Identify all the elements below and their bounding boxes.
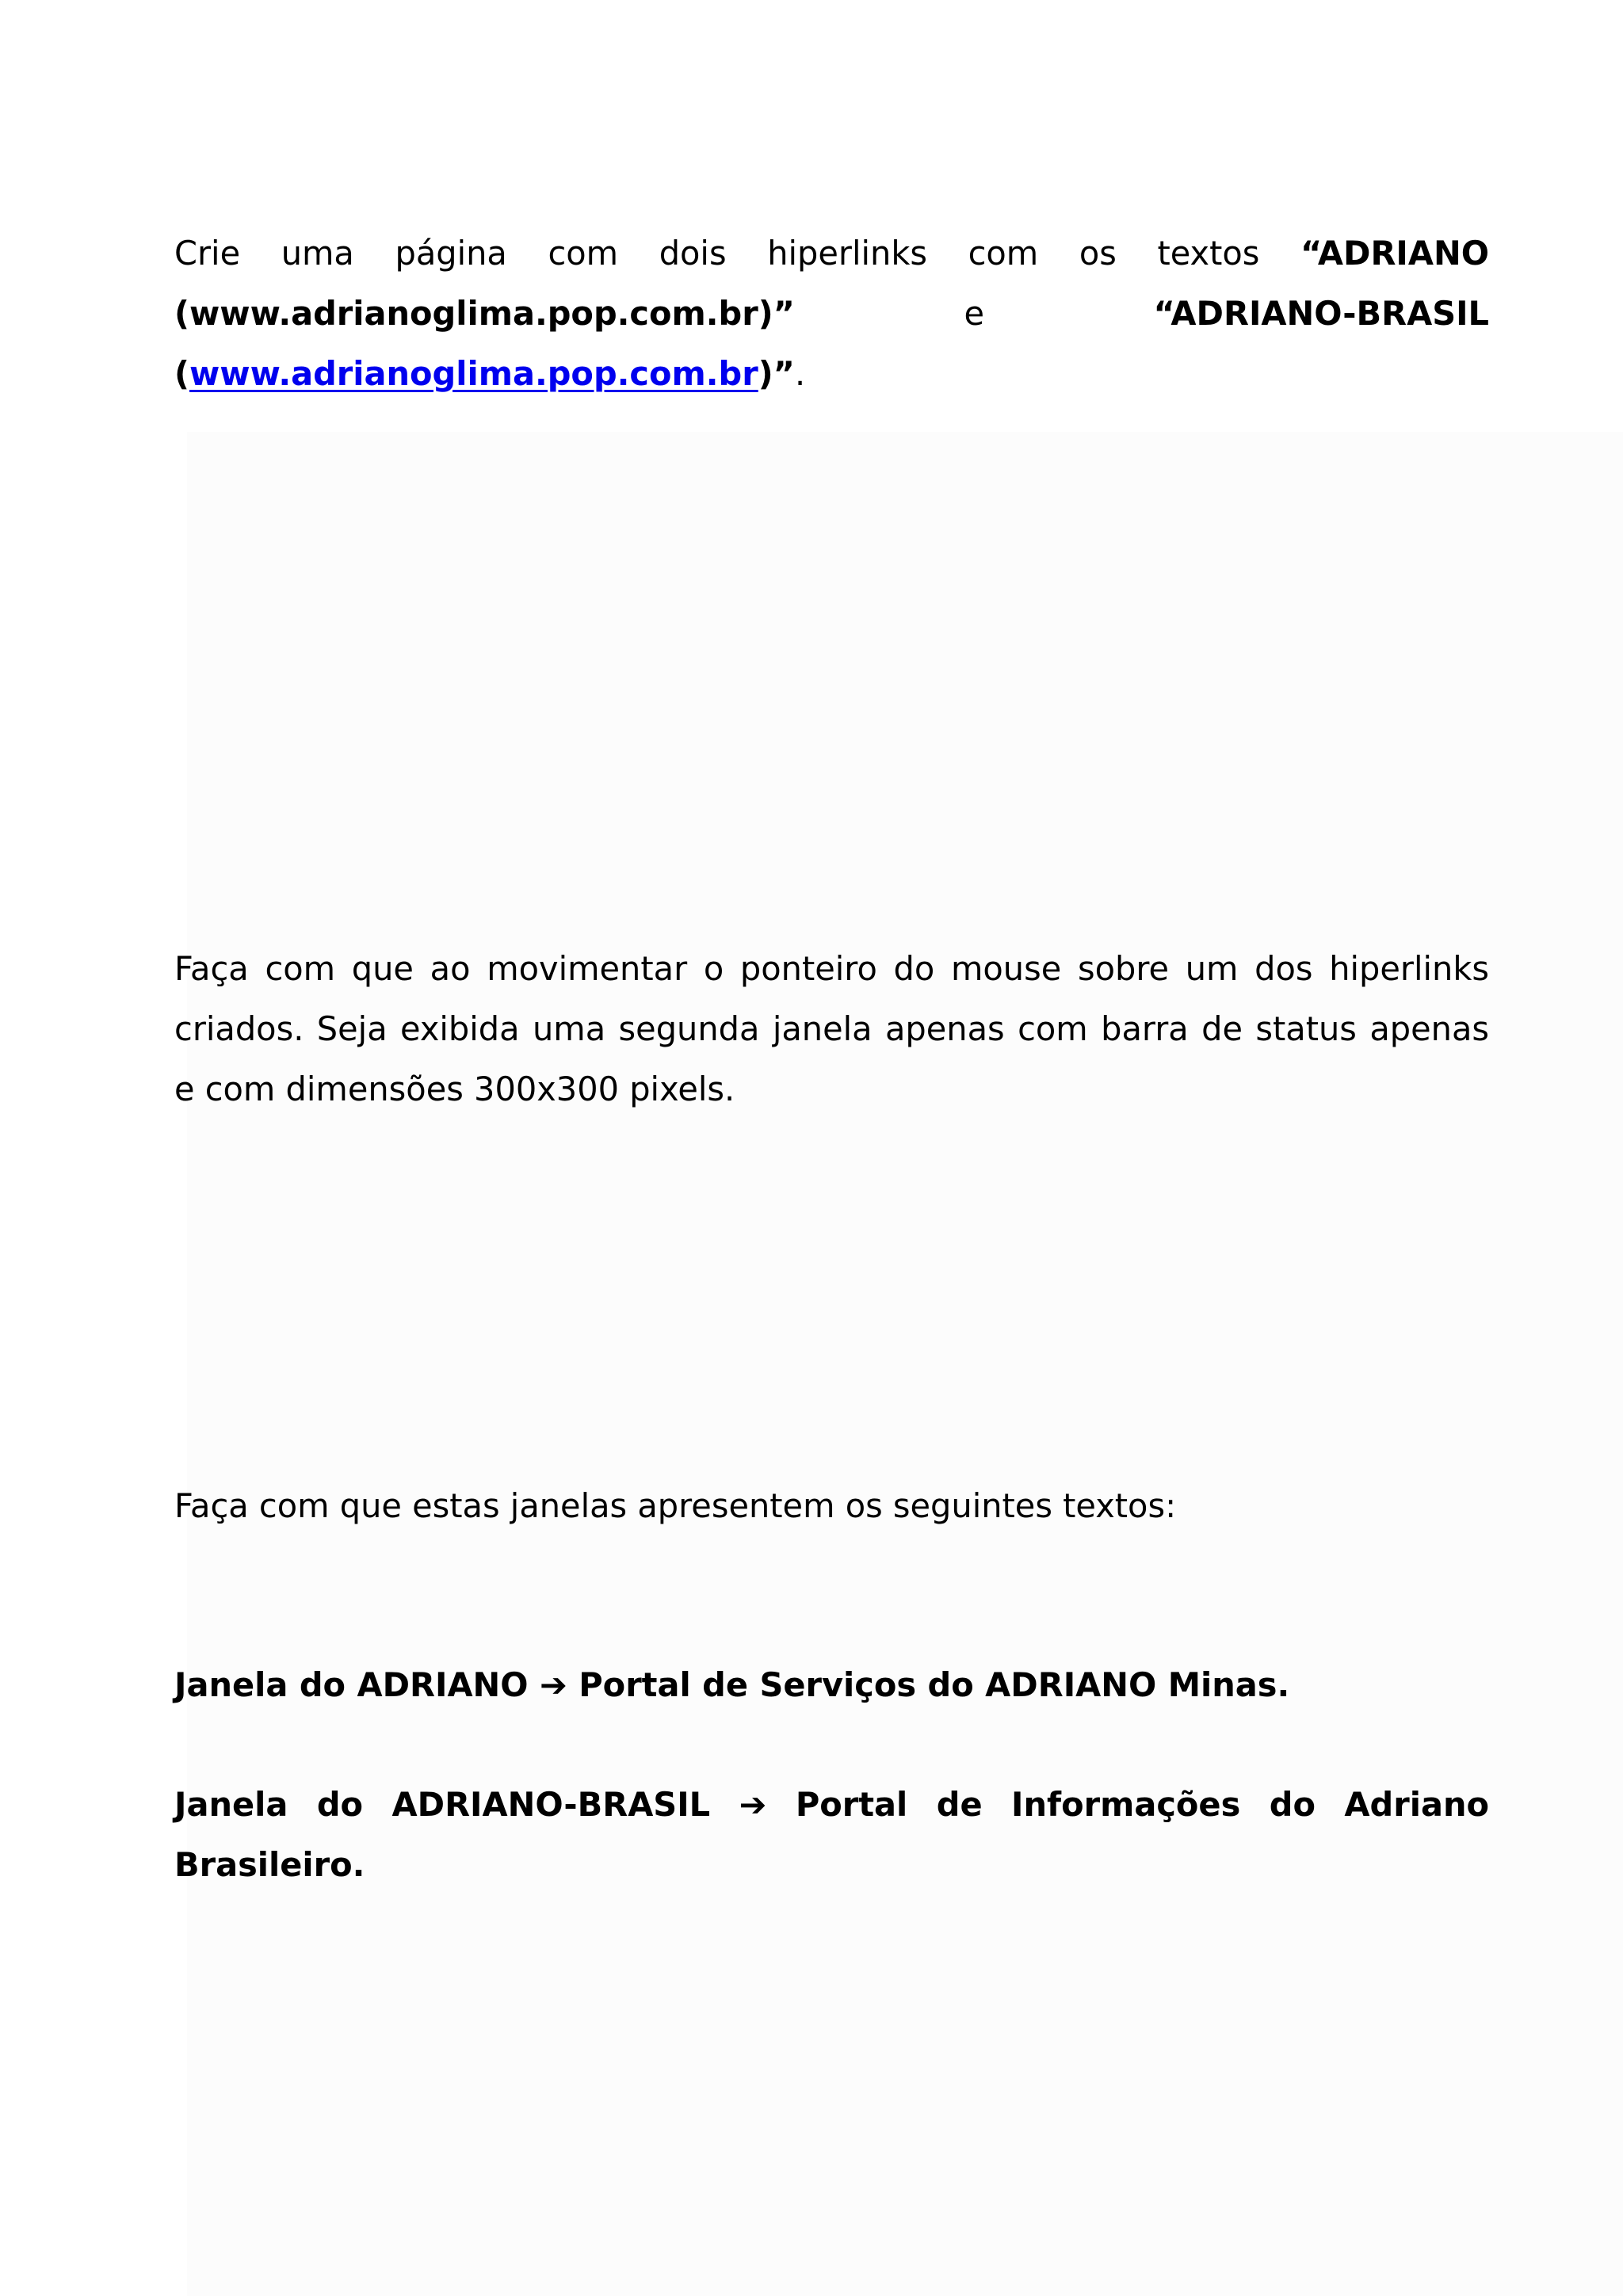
paragraph-janela-adriano	[174, 1655, 1489, 1715]
paragraph1-line3-close: )”	[758, 354, 795, 393]
paragraph-janela-adriano-brasil	[174, 1775, 1489, 1895]
paragraph4-line	[174, 1655, 1489, 1715]
page-shade	[187, 432, 1623, 2296]
paragraph1-line2	[174, 284, 1489, 344]
arrow-right-icon: ➔	[540, 1665, 567, 1704]
paragraph1-line1-prefix: Crie uma página com dois hiperlinks com os textos	[174, 234, 1300, 273]
paragraph4-label: Janela do ADRIANO	[174, 1665, 529, 1704]
paragraph1-line2-part1: (www.adrianoglima.pop.com.br)”	[174, 294, 795, 333]
adriano-link[interactable]: www.adrianoglima.pop.com.br	[189, 354, 758, 393]
paragraph1-line2-part2: “ADRIANO-BRASIL	[1153, 294, 1489, 333]
paragraph2-line1: Faça com que ao movimentar o ponteiro do mouse sobre um dos hiperlinks	[174, 949, 1489, 988]
paragraph1-line2-mid: e	[794, 294, 1154, 333]
paragraph-windows-texts	[174, 1476, 1489, 1536]
paragraph2-line3: e com dimensões 300x300 pixels.	[174, 1070, 735, 1108]
paragraph4-text: Portal de Serviços do ADRIANO Minas.	[579, 1665, 1290, 1704]
paragraph5-text: Portal de Informações do Adriano	[795, 1785, 1490, 1824]
paragraph1-line1	[174, 223, 1489, 284]
arrow-right-icon: ➔	[739, 1785, 767, 1824]
paragraph-mouse-instruction	[174, 939, 1489, 1119]
paragraph5-line2: Brasileiro.	[174, 1845, 365, 1884]
paragraph3-text: Faça com que estas janelas apresentem os seguintes textos:	[174, 1486, 1177, 1525]
paragraph-hyperlinks-instruction	[174, 223, 1489, 404]
paragraph5-line1	[174, 1775, 1489, 1835]
paragraph2-line2: criados. Seja exibida uma segunda janela apenas com barra de status apenas	[174, 1009, 1489, 1048]
paragraph1-line3-end: .	[794, 354, 806, 393]
paragraph1-line1-bold: “ADRIANO	[1300, 234, 1489, 273]
paragraph1-line3-open: (	[174, 354, 189, 393]
paragraph5-label: Janela do ADRIANO-BRASIL	[174, 1785, 711, 1824]
paragraph1-line3	[174, 344, 1489, 404]
